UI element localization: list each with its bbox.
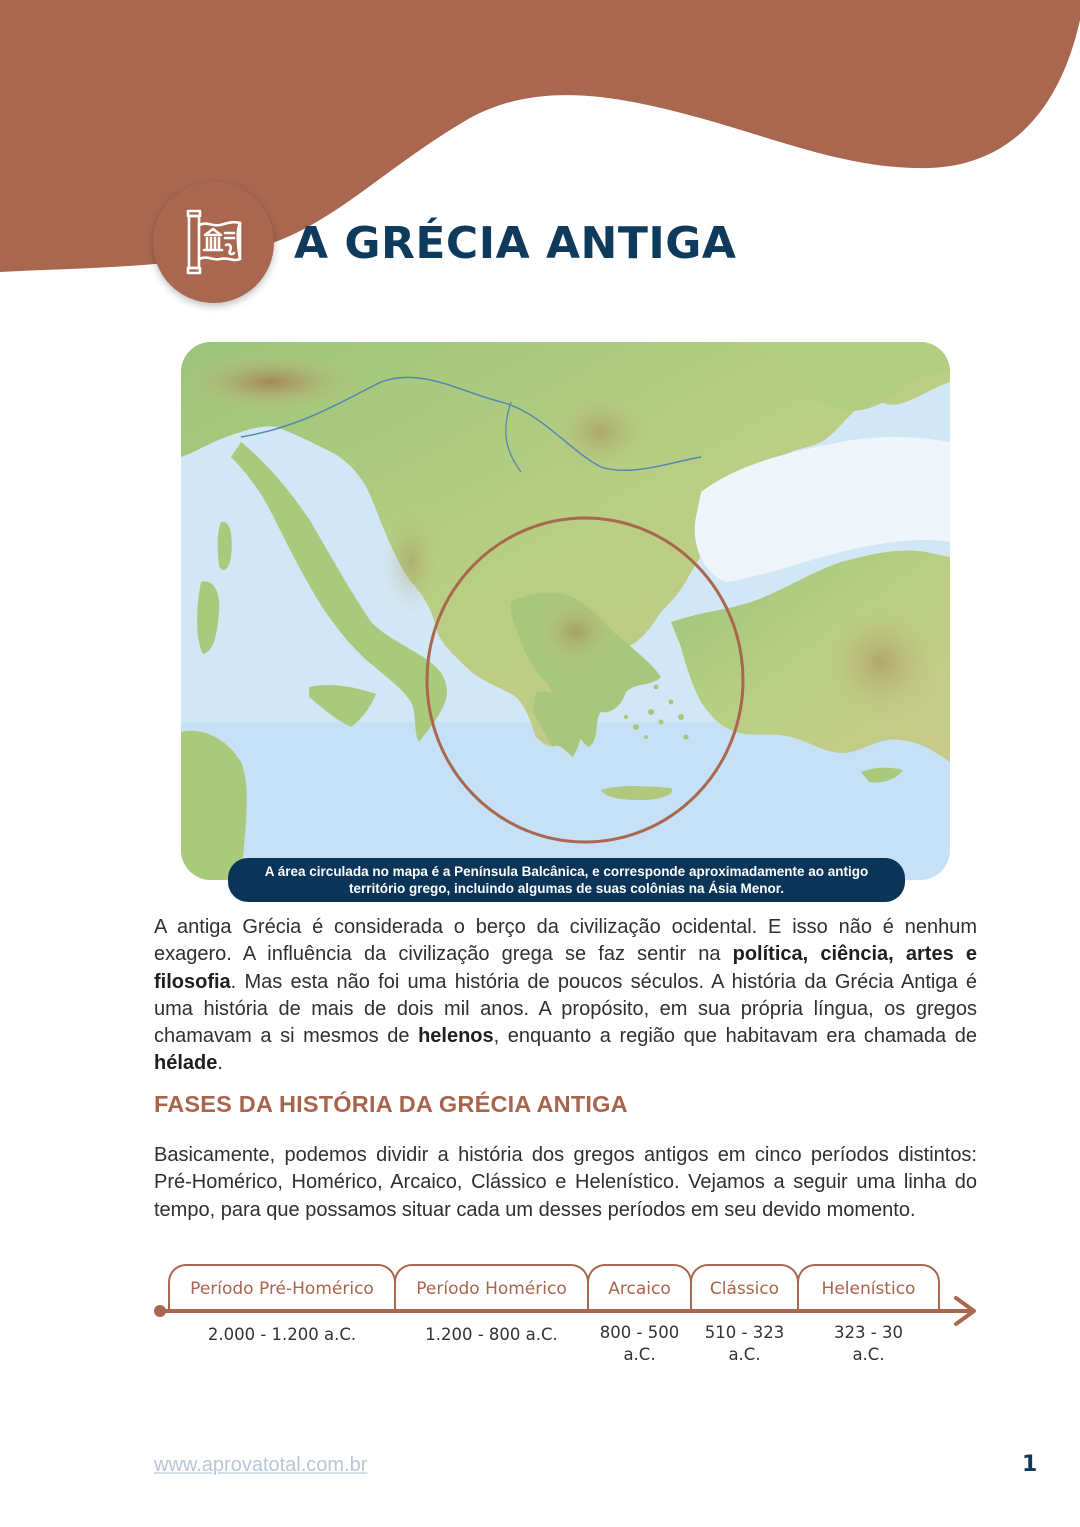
timeline-tab-label: Arcaico (608, 1279, 671, 1299)
timeline-date (168, 1324, 396, 1346)
intro-text: A antiga Grécia é considerada o berço da civilização ocidental. E isso não é nenhum exagero. A influência da civilização grega se faz sentir na (154, 916, 977, 966)
section-paragraph: Basicamente, podemos dividir a história dos gregos antigos em cinco períodos distintos: Pré-Homérico, Homérico, Arcaico, Clássico e Helenístico. Vejamos a seguir uma linha do tempo, para que possamos situar cada um desses períodos em seu devido momento. (154, 1144, 977, 1221)
caption-line-2: território grego, incluindo algumas de suas colônias na Ásia Menor. (348, 881, 785, 896)
timeline-start-dot (154, 1305, 166, 1317)
intro-emphasis-helenos: helenos (418, 1025, 494, 1048)
intro-emphasis-fields: política, ciência, artes e filosofia (154, 943, 978, 993)
timeline-axis (160, 1309, 972, 1313)
date-range: 800 - 500 (599, 1323, 680, 1342)
timeline-date (797, 1322, 940, 1366)
section-title: FASES DA HISTÓRIA DA GRÉCIA ANTIGA (154, 1091, 628, 1117)
caption-line-1: A área circulada no mapa é a Península Balcânica, e corresponde aproximadamente ao antigo (264, 864, 869, 879)
timeline-date (394, 1324, 589, 1346)
balkan-peninsula-map (181, 342, 950, 880)
timeline-tab-archaic (587, 1264, 692, 1312)
date-era: a.C. (852, 1345, 885, 1364)
timeline-tab-label: Clássico (709, 1279, 780, 1299)
map-caption (228, 858, 905, 902)
date-range: 323 - 30 (834, 1323, 903, 1342)
timeline-tab-label: Período Homérico (416, 1279, 567, 1299)
timeline-tab-label: Período Pré-Homérico (190, 1279, 374, 1299)
timeline (150, 1258, 990, 1378)
date-range: 510 - 323 (704, 1323, 785, 1342)
website-link[interactable]: www.aprovatotal.com.br (154, 1454, 368, 1476)
timeline-date (587, 1322, 692, 1366)
intro-text: , enquanto a região que habitavam era chamada de (493, 1025, 977, 1048)
intro-emphasis-helade: hélade (154, 1052, 218, 1075)
scroll-map-temple-icon (178, 207, 250, 279)
date-era: a.C. (623, 1345, 656, 1364)
timeline-date (690, 1322, 799, 1366)
timeline-tab-homeric (394, 1264, 589, 1312)
timeline-tab-classical (690, 1264, 799, 1312)
arrow-right-icon (950, 1294, 980, 1328)
timeline-tab-hellenistic (797, 1264, 940, 1312)
page-number: 1 (1022, 1452, 1038, 1477)
intro-text: . Mas esta não foi uma história de poucos séculos. A história da Grécia Antiga é uma história de mais de dois mil anos. A propósito, em sua própria língua, os gregos chamavam a si mesmos de (154, 970, 977, 1048)
intro-text: . (217, 1052, 223, 1075)
intro-paragraph (154, 914, 977, 1078)
date-range: 1.200 - 800 a.C. (425, 1325, 558, 1344)
date-era: a.C. (728, 1345, 761, 1364)
date-range: 2.000 - 1.200 a.C. (207, 1325, 357, 1344)
timeline-tab-pre-homeric (168, 1264, 396, 1312)
page-title: A GRÉCIA ANTIGA (294, 218, 737, 269)
timeline-tab-label: Helenístico (821, 1279, 916, 1299)
chapter-badge (153, 182, 274, 303)
